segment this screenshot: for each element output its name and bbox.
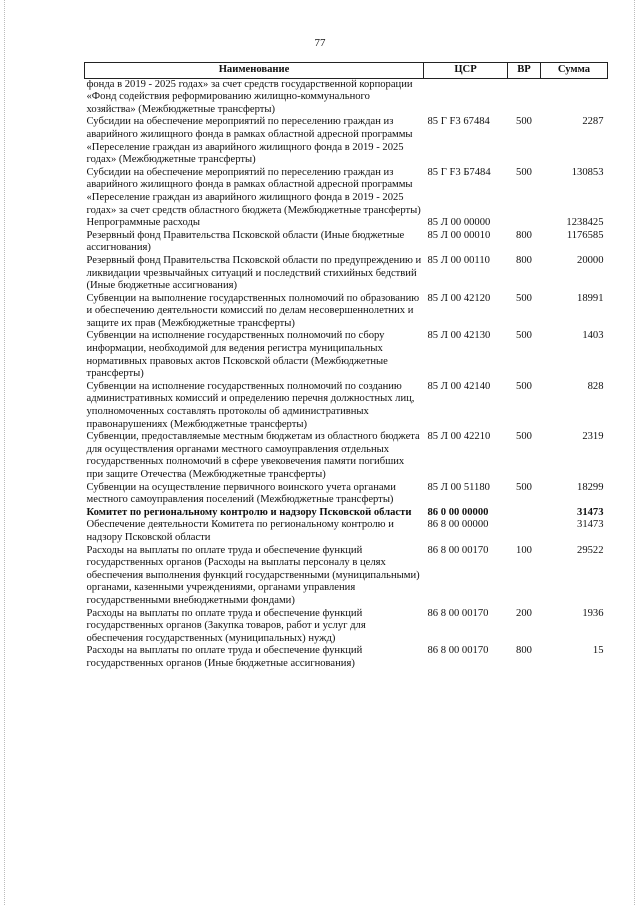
cell-sum: 18299 xyxy=(577,481,604,493)
table-row xyxy=(85,167,608,217)
table-row xyxy=(85,116,608,166)
cell-sum: 2287 xyxy=(582,116,604,128)
cell-vr xyxy=(508,507,541,520)
header-name: Наименование xyxy=(85,63,424,79)
cell-name: Комитет по региональному контролю и надзору Псковской области xyxy=(86,506,412,518)
table-row xyxy=(85,431,608,481)
cell-csr: 86 8 00 00000 xyxy=(427,519,489,531)
cell-vr: 500 xyxy=(516,481,532,493)
cell-name: Субвенции, предоставляемые местным бюджетам из областного бюджета для осуществления органами местного самоуправления отдельных государственных полномочий в сфере увековечения памяти погибших при защите Отечества (Межбюджетные трансферты) xyxy=(86,431,420,480)
cell-vr xyxy=(508,519,541,544)
cell-name: фонда в 2019 - 2025 годах» за счет средств государственной корпорации «Фонд содействия реформированию жилищно-коммунального хозяйства» (Межбюджетные трансферты) xyxy=(86,78,413,115)
table-row xyxy=(85,519,608,544)
cell-csr: 85 Л 00 42130 xyxy=(427,330,491,342)
cell-csr: 86 8 00 00170 xyxy=(427,607,489,619)
table-row xyxy=(85,545,608,608)
cell-csr: 85 Л 00 42140 xyxy=(427,380,491,392)
cell-csr: 85 Л 00 00110 xyxy=(427,254,490,266)
cell-csr: 85 Л 00 42120 xyxy=(427,292,491,304)
cell-name: Обеспечение деятельности Комитета по региональному контролю и надзору Псковской области xyxy=(86,519,394,543)
cell-csr: 85 Г F3 Б7484 xyxy=(427,166,491,178)
cell-csr: 86 0 00 00000 xyxy=(427,506,489,518)
cell-name: Субсидии на обеспечение мероприятий по переселению граждан из аварийного жилищного фонда в рамках областной адресной программы «Переселение граждан из аварийного жилищного фонда в 2019 - 2025 годах» (Межбюджетные трансферты) xyxy=(86,116,413,166)
budget-table xyxy=(84,62,608,671)
table-row xyxy=(85,217,608,230)
cell-sum: 1403 xyxy=(582,330,604,342)
table-header-row xyxy=(85,63,608,79)
table-row xyxy=(85,255,608,293)
cell-sum: 130853 xyxy=(571,166,604,178)
cell-vr: 200 xyxy=(516,607,532,619)
cell-csr: 85 Л 00 42210 xyxy=(427,431,491,443)
cell-name: Расходы на выплаты по оплате труда и обеспечение функций государственных органов (Расходы на выплаты персоналу в целях обеспечения выполнения функций государственными (муниципальными) органами, казенными учреждениями, органами управления государственными внебюджетными фондами) xyxy=(86,544,420,606)
cell-vr xyxy=(508,217,541,230)
cell-name: Субвенции на выполнение государственных полномочий по образованию и обеспечению деятельности комиссий по делам несовершеннолетних и защите их прав (Межбюджетные трансферты) xyxy=(86,292,420,329)
cell-name: Расходы на выплаты по оплате труда и обеспечение функций государственных органов (Иные бюджетные ассигнования) xyxy=(86,645,363,669)
cell-vr xyxy=(508,78,541,116)
cell-sum: 828 xyxy=(587,380,604,392)
table-row xyxy=(85,507,608,520)
table-row xyxy=(85,482,608,507)
cell-vr: 800 xyxy=(516,645,532,657)
cell-vr: 500 xyxy=(516,116,532,128)
cell-name: Субвенции на осуществление первичного воинского учета органами местного самоуправления поселений (Межбюджетные трансферты) xyxy=(86,481,396,506)
cell-sum: 29522 xyxy=(577,544,604,556)
table-row xyxy=(85,230,608,255)
cell-sum: 15 xyxy=(592,645,604,657)
table-row xyxy=(85,78,608,116)
cell-name: Расходы на выплаты по оплате труда и обеспечение функций государственных органов (Закупка товаров, работ и услуг для обеспечения государственных (муниципальных) нужд) xyxy=(86,607,366,644)
cell-vr: 500 xyxy=(516,380,532,392)
cell-csr: 85 Г F3 67484 xyxy=(427,116,490,128)
cell-sum: 1936 xyxy=(582,607,604,619)
cell-csr: 85 Л 00 00000 xyxy=(427,217,491,229)
cell-name: Резервный фонд Правительства Псковской области по предупреждению и ликвидации чрезвычайных ситуаций и последствий стихийных бедствий (Иные бюджетные ассигнования) xyxy=(86,254,422,292)
cell-sum xyxy=(541,78,608,116)
table-row xyxy=(85,381,608,431)
cell-vr: 800 xyxy=(516,254,532,266)
cell-vr: 500 xyxy=(516,330,532,342)
cell-name: Субсидии на обеспечение мероприятий по переселению граждан из аварийного жилищного фонда в рамках областной адресной программы «Переселение граждан из аварийного жилищного фонда в 2019 - 2025 годах» за счет средств областного бюджета (Межбюджетные трансферты) xyxy=(86,166,421,216)
cell-sum: 18991 xyxy=(577,292,604,304)
table-row xyxy=(85,293,608,331)
page-number: 77 xyxy=(314,37,326,49)
cell-sum: 1238425 xyxy=(566,217,604,229)
right-margin-mark xyxy=(634,0,636,905)
cell-vr: 100 xyxy=(516,544,532,556)
left-margin-mark xyxy=(4,0,6,905)
cell-sum: 1176585 xyxy=(566,229,604,241)
cell-vr: 800 xyxy=(516,229,532,241)
table-body xyxy=(85,78,608,670)
cell-name: Субвенции на исполнение государственных полномочий по сбору информации, необходимой для ведения регистра муниципальных нормативных правовых актов Псковской области (Межбюджетные трансферты) xyxy=(86,330,388,380)
cell-name: Непрограммные расходы xyxy=(86,217,200,229)
table-row xyxy=(85,645,608,670)
cell-vr: 500 xyxy=(516,166,532,178)
cell-sum: 31473 xyxy=(577,506,604,518)
cell-csr: 85 Л 00 51180 xyxy=(427,481,490,493)
cell-name: Резервный фонд Правительства Псковской области (Иные бюджетные ассигнования) xyxy=(86,229,405,254)
header-csr: ЦСР xyxy=(424,63,508,79)
table-row xyxy=(85,608,608,646)
cell-sum: 2319 xyxy=(582,431,604,443)
cell-csr xyxy=(424,78,508,116)
cell-vr: 500 xyxy=(516,431,532,443)
table-row xyxy=(85,330,608,380)
cell-sum: 31473 xyxy=(577,519,604,531)
cell-csr: 86 8 00 00170 xyxy=(427,645,489,657)
cell-csr: 86 8 00 00170 xyxy=(427,544,489,556)
cell-vr: 500 xyxy=(516,292,532,304)
cell-csr: 85 Л 00 00010 xyxy=(427,229,491,241)
cell-sum: 20000 xyxy=(577,254,604,266)
cell-name: Субвенции на исполнение государственных полномочий по созданию административных комиссий и определению перечня должностных лиц, уполномоченных составлять протоколы об административных правонарушениях (Межбюджетные трансферты) xyxy=(86,380,415,430)
header-vr: ВР xyxy=(508,63,541,79)
header-sum: Сумма xyxy=(541,63,608,79)
